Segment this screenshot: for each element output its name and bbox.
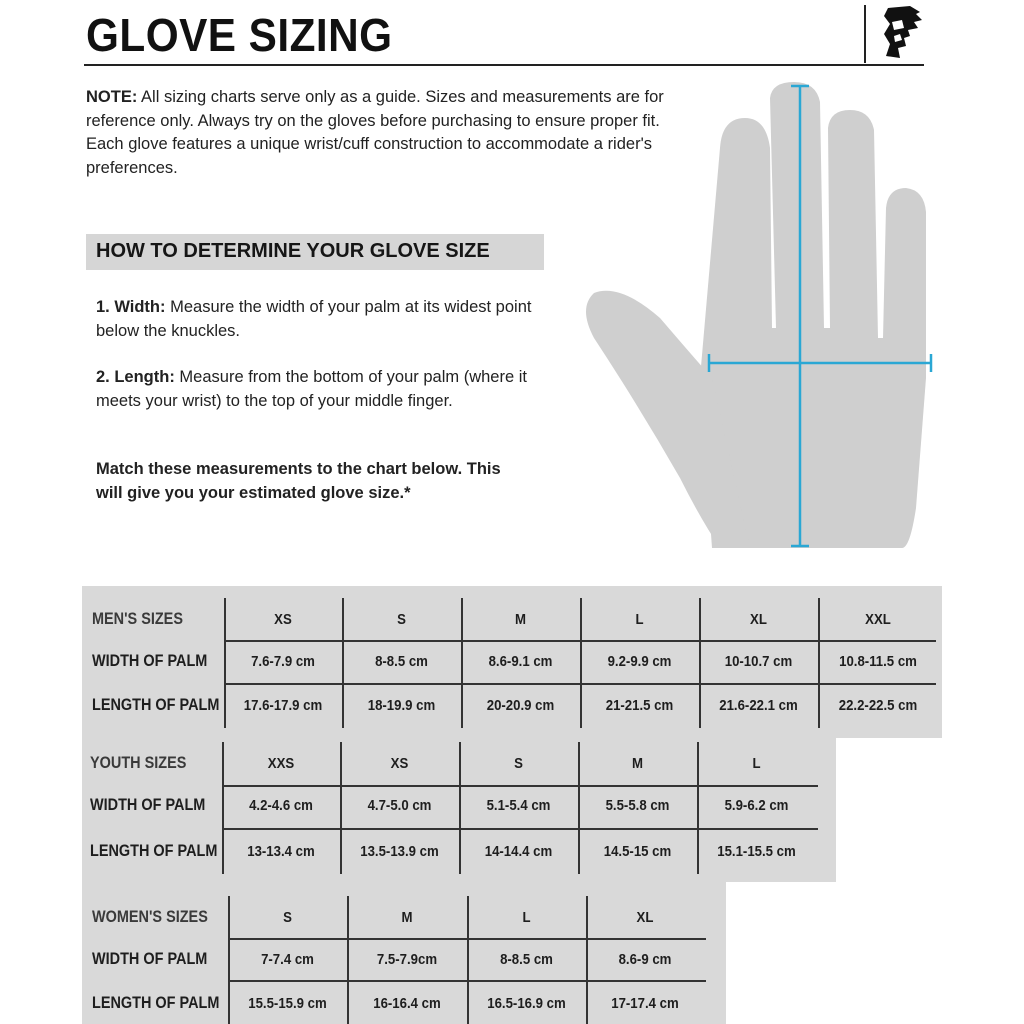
- hand-measurement-illustration: [580, 78, 940, 558]
- womens-length-s: 15.5-15.9 cm: [248, 994, 327, 1012]
- mens-size-l: L: [635, 610, 644, 628]
- length-instruction: [96, 366, 546, 413]
- youth-size-xs: XS: [390, 754, 409, 772]
- youth-size-m: M: [632, 754, 643, 772]
- womens-size-xl: XL: [636, 908, 654, 926]
- mens-size-xxl: XXL: [865, 610, 891, 628]
- womens-size-l: L: [522, 908, 531, 926]
- youth-size-s: S: [514, 754, 523, 772]
- mens-size-xs: XS: [274, 610, 292, 628]
- mens-width-m: 8.6-9.1 cm: [488, 652, 553, 670]
- mens-size-xl: XL: [750, 610, 767, 628]
- width-instruction-label: 1. Width:: [96, 298, 166, 316]
- youth-width-label: WIDTH OF PALM: [90, 795, 206, 814]
- youth-width-s: 5.1-5.4 cm: [486, 796, 551, 814]
- match-instruction: Match these measurements to the chart below. This will give you your estimated glove size.*: [96, 460, 501, 502]
- hand-silhouette: [586, 82, 926, 548]
- youth-width-m: 5.5-5.8 cm: [605, 796, 670, 814]
- mens-length-xl: 21.6-22.1 cm: [719, 696, 798, 714]
- how-to-heading: HOW TO DETERMINE YOUR GLOVE SIZE: [96, 240, 490, 262]
- thor-helmet-logo-icon: [880, 4, 924, 60]
- title-divider: [864, 5, 866, 63]
- mens-size-m: M: [515, 610, 526, 628]
- length-instruction-text: Measure from the bottom of your palm (where it meets your wrist) to the top of your middle finger.: [96, 368, 527, 410]
- youth-length-m: 14.5-15 cm: [603, 842, 672, 860]
- mens-length-m: 20-20.9 cm: [486, 696, 555, 714]
- mens-width-xs: 7.6-7.9 cm: [251, 652, 315, 670]
- womens-width-s: 7-7.4 cm: [261, 950, 314, 968]
- youth-length-xxs: 13-13.4 cm: [247, 842, 315, 860]
- mens-width-s: 8-8.5 cm: [375, 652, 428, 670]
- note-text: All sizing charts serve only as a guide. Sizes and measurements are for reference only. Always try on the gloves before purchasing to ensure proper fit. Each glove features a unique wrist/cuff construction to accommodate a rider's preferences.: [86, 88, 664, 177]
- womens-size-m: M: [401, 908, 413, 926]
- womens-table-label: WOMEN'S SIZES: [92, 907, 208, 926]
- youth-length-l: 15.1-15.5 cm: [717, 842, 796, 860]
- womens-width-label: WIDTH OF PALM: [92, 949, 208, 968]
- mens-length-label: LENGTH OF PALM: [92, 695, 220, 714]
- youth-size-xxs: XXS: [267, 754, 295, 772]
- how-to-heading-box: [86, 234, 544, 270]
- youth-length-label: LENGTH OF PALM: [90, 841, 218, 860]
- youth-width-l: 5.9-6.2 cm: [724, 796, 789, 814]
- length-instruction-label: 2. Length:: [96, 368, 175, 386]
- mens-length-l: 21-21.5 cm: [605, 696, 674, 714]
- mens-length-xxl: 22.2-22.5 cm: [838, 696, 918, 714]
- width-instruction: [96, 296, 546, 343]
- womens-width-l: 8-8.5 cm: [500, 950, 553, 968]
- mens-length-xs: 17.6-17.9 cm: [243, 696, 323, 714]
- youth-length-xs: 13.5-13.9 cm: [360, 842, 439, 860]
- womens-length-xl: 17-17.4 cm: [611, 994, 679, 1012]
- womens-length-m: 16-16.4 cm: [373, 994, 441, 1012]
- womens-length-label: LENGTH OF PALM: [92, 993, 220, 1012]
- mens-table-label: MEN'S SIZES: [92, 609, 183, 628]
- womens-width-xl: 8.6-9 cm: [618, 950, 672, 968]
- womens-size-s: S: [283, 908, 292, 926]
- mens-width-l: 9.2-9.9 cm: [607, 652, 672, 670]
- note-label: NOTE:: [86, 88, 138, 106]
- youth-length-s: 14-14.4 cm: [484, 842, 553, 860]
- youth-width-xs: 4.7-5.0 cm: [367, 796, 432, 814]
- youth-size-l: L: [752, 754, 761, 772]
- womens-width-m: 7.5-7.9cm: [376, 950, 438, 968]
- youth-width-xxs: 4.2-4.6 cm: [249, 796, 313, 814]
- mens-width-label: WIDTH OF PALM: [92, 651, 208, 670]
- mens-size-s: S: [397, 610, 406, 628]
- mens-length-s: 18-19.9 cm: [367, 696, 436, 714]
- width-instruction-text: Measure the width of your palm at its widest point below the knuckles.: [96, 298, 532, 340]
- title-underline: [84, 64, 924, 66]
- mens-width-xxl: 10.8-11.5 cm: [839, 652, 917, 670]
- youth-table-label: YOUTH SIZES: [90, 753, 187, 772]
- page-title: GLOVE SIZING: [86, 9, 393, 61]
- womens-length-l: 16.5-16.9 cm: [487, 994, 566, 1012]
- mens-width-xl: 10-10.7 cm: [724, 652, 793, 670]
